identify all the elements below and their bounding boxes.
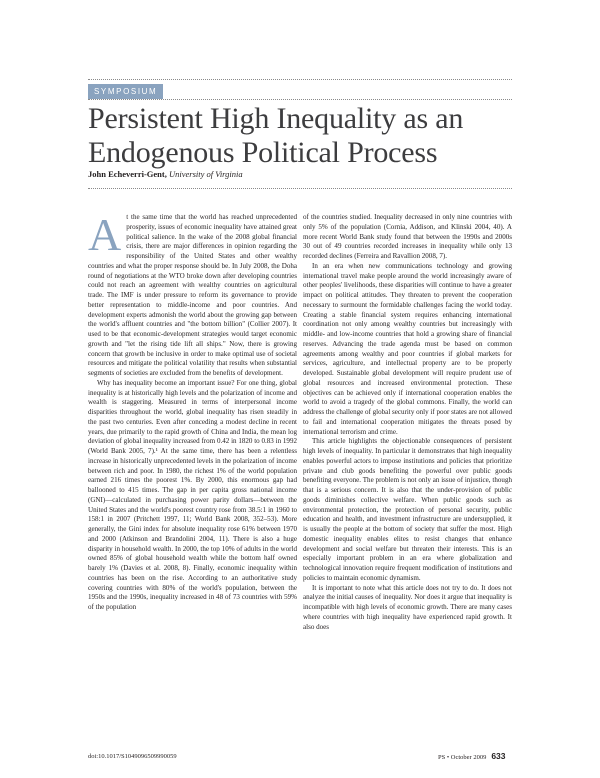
paragraph-6: It is important to note what this article does not try to do. It does not analyze the initial causes of inequality. Nor does it argue that inequality is incompatible with high levels of economic growth. There are many cases where countries with high inequality have experienced rapid growth. It also does bbox=[303, 583, 512, 631]
title-line-1: Persistent High Inequality as an bbox=[88, 102, 464, 135]
byline bbox=[88, 169, 243, 180]
top-divider bbox=[88, 79, 512, 80]
paragraph-2: Why has inequality become an important issue? For one thing, global inequality is at historically high levels and the polarization of income and wealth is staggering. Measured in terms of interpersonal income disparities throughout the world, global inequality has risen steadily in the past two centuries. Even after conceding a modest decline in recent years, due primarily to the rapid growth of China and India, the mean log deviation of global inequality increased from 0.42 in 1820 to 0.83 in 1992 (World Bank 2005, 7).¹ At the same time, there has been a relentless increase in historically unprecedented levels in the polarization of income between rich and poor. In 1980, the richest 1% of the world population earned 216 times the poorest 1%. By 2000, this enormous gap had ballooned to 415 times. The gap in per capita gross national income (GNI)—calculated in purchasing power parity dollars—between the United States and the world's poorest country rose from 38.5:1 in 1960 to 158:1 in 2007 (Pritchett 1997, 11; World Bank 2008, 352–53). More generally, the Gini index for absolute inequality rose 61% between 1970 and 2000 (Atkinson and Brandolini 2004, 11). There is also a huge disparity in household wealth. In 2000, the top 10% of adults in the world owned 85% of global household wealth while the bottom half owned barely 1% (Davies et al. 2008, 8). Finally, economic inequality within countries has been on the rise. According to an authoritative study covering countries with 80% of the world's population, between the 1950s and the 1990s, inequality increased in 48 of 73 countries with 59% of the population bbox=[88, 378, 297, 611]
text-column-right bbox=[303, 213, 512, 632]
footer-journal-info bbox=[438, 751, 506, 761]
journal-issue: PS • October 2009 bbox=[438, 754, 487, 761]
article-title bbox=[88, 102, 528, 170]
paragraph-3: of the countries studied. Inequality decreased in only nine countries with only 5% of the population (Cornia, Addison, and Klinski 2004, 40). A more recent World Bank study found that between the 1990s and 2000s 30 out of 49 countries recorded increases in inequality while only 13 recorded declines (Ferreira and Ravallion 2008, 7). bbox=[303, 213, 512, 260]
section-tag: SYMPOSIUM bbox=[88, 84, 163, 99]
text-column-left bbox=[88, 209, 297, 613]
paragraph-1 bbox=[88, 209, 297, 379]
section-label bbox=[88, 84, 512, 99]
paragraph-1-text: t the same time that the world has reached unprecedented prosperity, issues of economic inequality have attained great political salience. In the wake of the 2008 global financial crisis, there are major differences in opinion regarding the responsibility of the United States and other wealthy countries and what the proper response should be. In July 2008, the Doha round of negotiations at the WTO broke down after developing countries could not reach an agreement with wealthy countries on agricultural trade. The IMF is under pressure to reform its governance to provide better representation to middle-income and poor countries. And development experts admonish the world about the growing gap between the world's affluent countries and "the bottom billion" (Collier 2007). It used to be that economic-development strategies would target economic growth and "let the rising tide lift all ships." Now, there is growing concern that growth be inclusive in order to make optimal use of societal resources and mitigate the political volatility that results when substantial segments of societies are excluded from the benefits of development. bbox=[88, 213, 297, 377]
author-affiliation: University of Virginia bbox=[168, 169, 243, 179]
byline-divider bbox=[88, 188, 512, 189]
title-line-2: Endogenous Political Process bbox=[88, 136, 438, 169]
author-name: John Echeverri-Gent, bbox=[88, 169, 167, 179]
paragraph-4: In an era when new communications technology and growing international travel make people around the world increasingly aware of other peoples' livelihoods, these disparities will continue to have a greater impact on political attitudes. They threaten to prevent the cooperation necessary to surmount the formidable challenges facing the world today. Creating a stable financial system requires enhancing international coordination not only among wealthy countries but increasingly with middle- and low-income countries that hold a growing share of financial reserves. Advancing the trade agenda must be based on common agreements among wealthy and poor countries if global markets for services, agriculture, and intellectual property are to be properly developed. Sustainable global development will require prudent use of global resources and increased environmental protection. These objectives can be achieved only if international cooperation enables the world to avoid a tragedy of the global commons. Finally, the world can address the challenge of global security only if poor states are not allowed to fail and international cooperation mitigates the threats posed by international terrorism and crime. bbox=[303, 261, 512, 436]
section-divider bbox=[88, 99, 512, 100]
page-number: 633 bbox=[491, 751, 506, 761]
drop-cap: A bbox=[88, 209, 122, 260]
footer-doi: doi:10.1017/S1049096509990059 bbox=[88, 753, 177, 760]
paragraph-5: This article highlights the objectionable consequences of persistent high levels of inequality. In particular it demonstrates that high inequality enables powerful actors to impose institutions and policies that prioritize private and club goods benefiting the powerful over public goods benefiting everyone. The problem is not only an issue of injustice, though that is a serious concern. It is also that the under-provision of public goods diminishes collective welfare. When public goods such as environmental protection, the protection of personal security, public education and health, and investment infrastructure are undersupplied, it is usually the people at the bottom of society that suffer the most. High domestic inequality enables elites to resist changes that enhance development and social welfare but threaten their interests. This is an especially important problem in an era where globalization and technological innovation require frequent modification of institutions and policies to maintain economic dynamism. bbox=[303, 437, 512, 582]
